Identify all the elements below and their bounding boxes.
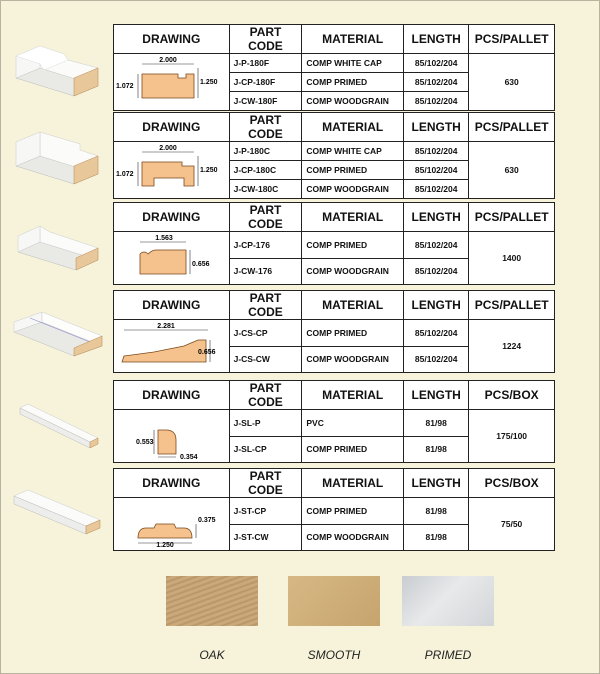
- moulding-cs-icon: [10, 304, 106, 362]
- length: 85/102/204: [404, 161, 469, 180]
- profile-180c-drawing: [114, 142, 222, 196]
- header-row: [114, 25, 555, 54]
- dim-height: 1.072: [116, 171, 134, 178]
- profile-cs-drawing: [114, 320, 222, 370]
- length: 81/98: [404, 498, 469, 525]
- part-code: J-P-180F: [229, 54, 302, 73]
- part-code: J-P-180C: [229, 142, 302, 161]
- length: 85/102/204: [404, 258, 469, 285]
- material: COMP WHITE CAP: [302, 142, 404, 161]
- header-quantity: PCS/BOX: [469, 469, 555, 498]
- profile-drawing: [114, 410, 230, 463]
- moulding-180f-icon: [10, 38, 106, 100]
- length: 85/102/204: [404, 180, 469, 199]
- material: COMP PRIMED: [302, 320, 404, 347]
- material: COMP WOODGRAIN: [302, 92, 404, 111]
- dim-height: 0.553: [136, 439, 154, 446]
- part-code: J-CP-180C: [229, 161, 302, 180]
- quantity: 630: [469, 142, 555, 199]
- profile-drawing: [114, 498, 230, 551]
- length: 81/98: [404, 410, 469, 437]
- dim-width: 1.250: [156, 542, 174, 548]
- header-quantity: PCS/PALLET: [469, 203, 555, 232]
- part-code: J-SL-P: [229, 410, 302, 437]
- spec-table: [113, 468, 555, 551]
- header-drawing: DRAWING: [114, 291, 230, 320]
- header-part-code: PART CODE: [229, 203, 302, 232]
- length: 85/102/204: [404, 232, 469, 259]
- header-quantity: PCS/PALLET: [469, 25, 555, 54]
- part-code: J-ST-CW: [229, 524, 302, 551]
- header-material: MATERIAL: [302, 381, 404, 410]
- quantity: 1400: [469, 232, 555, 285]
- spec-table: [113, 380, 555, 463]
- header-row: [114, 291, 555, 320]
- material: COMP WOODGRAIN: [302, 180, 404, 199]
- dim-height-2: 1.250: [200, 79, 218, 86]
- part-code: J-CS-CP: [229, 320, 302, 347]
- product-thumbnail: [10, 38, 106, 100]
- header-drawing: DRAWING: [114, 113, 230, 142]
- product-thumbnail: [10, 394, 106, 454]
- header-row: [114, 203, 555, 232]
- part-code: J-CW-176: [229, 258, 302, 285]
- length: 81/98: [404, 436, 469, 463]
- profile-sl-drawing: [114, 410, 222, 460]
- length: 81/98: [404, 524, 469, 551]
- dim-width: 2.281: [157, 323, 175, 330]
- part-code: J-SL-CP: [229, 436, 302, 463]
- table-row: [114, 54, 555, 73]
- swatch-oak: [166, 576, 258, 626]
- profile-drawing: [114, 142, 230, 199]
- quantity: 175/100: [469, 410, 555, 463]
- header-quantity: PCS/PALLET: [469, 113, 555, 142]
- part-code: J-CS-CW: [229, 346, 302, 373]
- table-row: [114, 320, 555, 347]
- part-code: J-CW-180F: [229, 92, 302, 111]
- dim-height: 1.072: [116, 83, 134, 90]
- material: COMP PRIMED: [302, 232, 404, 259]
- header-length: LENGTH: [404, 25, 469, 54]
- header-length: LENGTH: [404, 203, 469, 232]
- material: PVC: [302, 410, 404, 437]
- header-material: MATERIAL: [302, 113, 404, 142]
- quantity: 630: [469, 54, 555, 111]
- header-drawing: DRAWING: [114, 25, 230, 54]
- moulding-sl-icon: [10, 394, 106, 454]
- header-material: MATERIAL: [302, 291, 404, 320]
- material: COMP PRIMED: [302, 436, 404, 463]
- header-length: LENGTH: [404, 291, 469, 320]
- table-row: [114, 142, 555, 161]
- length: 85/102/204: [404, 54, 469, 73]
- header-part-code: PART CODE: [229, 25, 302, 54]
- dim-width: 2.000: [159, 57, 177, 64]
- part-code: J-ST-CP: [229, 498, 302, 525]
- material: COMP WOODGRAIN: [302, 346, 404, 373]
- header-material: MATERIAL: [302, 25, 404, 54]
- spec-table: [113, 290, 555, 373]
- length: 85/102/204: [404, 320, 469, 347]
- material: COMP PRIMED: [302, 498, 404, 525]
- swatch-label-primed: PRIMED: [424, 648, 472, 662]
- moulding-st-icon: [10, 482, 106, 542]
- moulding-180c-icon: [10, 126, 106, 188]
- dim-width: 2.000: [159, 145, 177, 152]
- table-row: [114, 498, 555, 525]
- length: 85/102/204: [404, 142, 469, 161]
- dim-height: 0.375: [198, 517, 216, 524]
- header-part-code: PART CODE: [229, 113, 302, 142]
- dim-height: 0.656: [198, 349, 216, 356]
- table-row: [114, 232, 555, 259]
- header-length: LENGTH: [404, 469, 469, 498]
- material: COMP PRIMED: [302, 73, 404, 92]
- table-row: [114, 410, 555, 437]
- swatch-label-smooth: SMOOTH: [307, 648, 361, 662]
- swatch-smooth: [288, 576, 380, 626]
- moulding-176-icon: [10, 216, 106, 272]
- profile-drawing: [114, 320, 230, 373]
- spec-table: [113, 24, 555, 111]
- dim-width: 0.354: [180, 454, 198, 460]
- profile-drawing: [114, 54, 230, 111]
- part-code: J-CP-180F: [229, 73, 302, 92]
- profile-drawing: [114, 232, 230, 285]
- quantity: 1224: [469, 320, 555, 373]
- material: COMP PRIMED: [302, 161, 404, 180]
- header-length: LENGTH: [404, 113, 469, 142]
- swatch-primed: [402, 576, 494, 626]
- profile-180f-drawing: [114, 54, 222, 108]
- material: COMP WOODGRAIN: [302, 524, 404, 551]
- header-quantity: PCS/PALLET: [469, 291, 555, 320]
- header-material: MATERIAL: [302, 469, 404, 498]
- part-code: J-CW-180C: [229, 180, 302, 199]
- swatch-label-oak: OAK: [199, 648, 225, 662]
- header-part-code: PART CODE: [229, 469, 302, 498]
- header-part-code: PART CODE: [229, 381, 302, 410]
- profile-st-drawing: [114, 498, 222, 548]
- header-row: [114, 469, 555, 498]
- product-thumbnail: [10, 126, 106, 188]
- header-drawing: DRAWING: [114, 469, 230, 498]
- header-material: MATERIAL: [302, 203, 404, 232]
- profile-176-drawing: [114, 232, 222, 282]
- length: 85/102/204: [404, 73, 469, 92]
- header-row: [114, 381, 555, 410]
- product-thumbnail: [10, 216, 106, 272]
- header-quantity: PCS/BOX: [469, 381, 555, 410]
- length: 85/102/204: [404, 92, 469, 111]
- header-drawing: DRAWING: [114, 381, 230, 410]
- length: 85/102/204: [404, 346, 469, 373]
- material: COMP WOODGRAIN: [302, 258, 404, 285]
- material: COMP WHITE CAP: [302, 54, 404, 73]
- spec-table: [113, 112, 555, 199]
- header-drawing: DRAWING: [114, 203, 230, 232]
- header-row: [114, 113, 555, 142]
- dim-width: 1.563: [155, 235, 173, 242]
- header-length: LENGTH: [404, 381, 469, 410]
- header-part-code: PART CODE: [229, 291, 302, 320]
- part-code: J-CP-176: [229, 232, 302, 259]
- spec-table: [113, 202, 555, 285]
- product-thumbnail: [10, 304, 106, 362]
- product-thumbnail: [10, 482, 106, 542]
- dim-height: 0.656: [192, 261, 210, 268]
- quantity: 75/50: [469, 498, 555, 551]
- dim-height-2: 1.250: [200, 167, 218, 174]
